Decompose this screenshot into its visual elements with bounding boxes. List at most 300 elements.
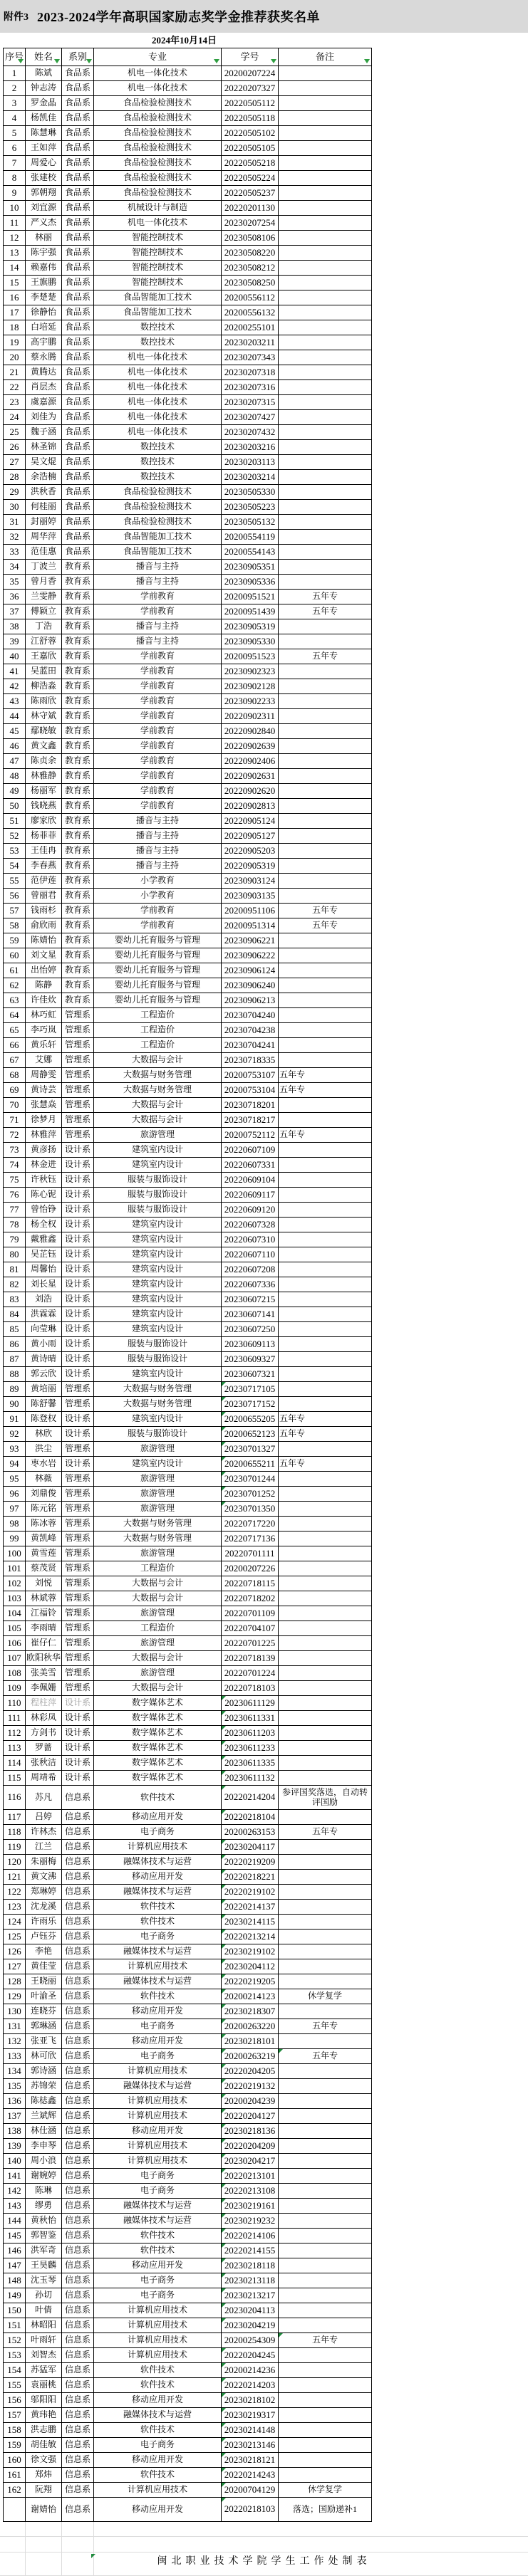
cell-name[interactable]: 钱晓燕 — [26, 799, 62, 814]
cell-no[interactable]: 90 — [4, 1397, 26, 1412]
cell-major[interactable]: 软件技术 — [94, 2363, 222, 2378]
cell-no[interactable]: 89 — [4, 1382, 26, 1397]
cell-rem[interactable] — [279, 1855, 372, 1870]
cell-no[interactable]: 119 — [4, 1840, 26, 1855]
cell-name[interactable]: 陈元铭 — [26, 1502, 62, 1517]
cell-name[interactable]: 陈心铌 — [26, 1188, 62, 1203]
cell-major[interactable]: 建筑室内设计 — [94, 1143, 222, 1158]
cell-rem[interactable] — [279, 963, 372, 978]
cell-major[interactable]: 计算机应用技术 — [94, 2154, 222, 2169]
cell-dept[interactable]: 管理系 — [62, 1008, 94, 1023]
cell-no[interactable]: 4 — [4, 111, 26, 126]
cell-dept[interactable]: 食品系 — [62, 126, 94, 141]
cell-no[interactable]: 52 — [4, 829, 26, 844]
cell-id[interactable]: 20220902840 — [222, 724, 279, 739]
cell-id[interactable]: 20220219102 — [222, 1885, 279, 1900]
cell-major[interactable]: 智能控制技术 — [94, 231, 222, 246]
cell-id[interactable]: 20230903135 — [222, 889, 279, 904]
cell-rem[interactable] — [279, 709, 372, 724]
cell-name[interactable]: 林雅静 — [26, 769, 62, 784]
cell-name[interactable]: 曾丽君 — [26, 889, 62, 904]
cell-name[interactable]: 林彩凤 — [26, 1711, 62, 1726]
cell-id[interactable]: 20220505237 — [222, 186, 279, 201]
cell-id[interactable]: 20230214115 — [222, 1915, 279, 1930]
cell-dept[interactable]: 教育系 — [62, 963, 94, 978]
cell-name[interactable]: 林巧虹 — [26, 1008, 62, 1023]
cell-id[interactable]: 20230905319 — [222, 619, 279, 634]
cell-id[interactable]: 20230203216 — [222, 440, 279, 455]
cell-id[interactable]: 20230701350 — [222, 1502, 279, 1517]
cell-name[interactable]: 沈玉琴 — [26, 2273, 62, 2288]
cell-name[interactable]: 缪勇 — [26, 2199, 62, 2214]
cell-no[interactable]: 16 — [4, 290, 26, 305]
cell-major[interactable]: 建筑室内设计 — [94, 1218, 222, 1232]
cell-id[interactable]: 20230505132 — [222, 515, 279, 530]
cell-name[interactable]: 周爱心 — [26, 156, 62, 171]
cell-rem[interactable] — [279, 515, 372, 530]
cell-name[interactable]: 艾娜 — [26, 1053, 62, 1068]
cell-no[interactable]: 127 — [4, 1959, 26, 1974]
cell-name[interactable]: 林丽 — [26, 231, 62, 246]
cell-name[interactable]: 陈登权 — [26, 1412, 62, 1427]
cell-name[interactable]: 叶雨轩 — [26, 2333, 62, 2348]
cell-no[interactable]: 159 — [4, 2438, 26, 2453]
cell-rem[interactable] — [279, 365, 372, 380]
cell-major[interactable]: 大数据与财务管理 — [94, 1068, 222, 1083]
cell-id[interactable]: 20220213214 — [222, 1930, 279, 1944]
cell-name[interactable]: 叶渝圣 — [26, 1989, 62, 2004]
cell-no[interactable]: 1 — [4, 66, 26, 81]
cell-name[interactable]: 苏锦荣 — [26, 2079, 62, 2094]
cell-rem[interactable] — [279, 1651, 372, 1666]
cell-dept[interactable]: 食品系 — [62, 395, 94, 410]
cell-no[interactable]: 126 — [4, 1944, 26, 1959]
filter-dropdown-icon[interactable] — [271, 59, 276, 63]
cell-major[interactable]: 学前教育 — [94, 754, 222, 769]
cell-name[interactable]: 曾怡铮 — [26, 1203, 62, 1218]
filter-dropdown-icon[interactable] — [54, 59, 60, 63]
cell-rem[interactable] — [279, 231, 372, 246]
cell-id[interactable]: 20220214203 — [222, 2378, 279, 2393]
cell-dept[interactable]: 信息系 — [62, 2124, 94, 2139]
cell-name[interactable]: 郑琳婷 — [26, 1885, 62, 1900]
cell-rem[interactable] — [279, 724, 372, 739]
cell-name[interactable]: 傅颖立 — [26, 604, 62, 619]
cell-name[interactable]: 封丽婷 — [26, 515, 62, 530]
cell-major[interactable]: 移动应用开发 — [94, 1870, 222, 1885]
cell-rem[interactable] — [279, 261, 372, 276]
cell-id[interactable]: 20220213101 — [222, 2169, 279, 2184]
cell-id[interactable]: 20220214155 — [222, 2243, 279, 2258]
cell-id[interactable]: 20220204205 — [222, 2064, 279, 2079]
cell-major[interactable]: 播音与主持 — [94, 829, 222, 844]
cell-major[interactable]: 学前教育 — [94, 739, 222, 754]
cell-id[interactable]: 20220218221 — [222, 1870, 279, 1885]
cell-dept[interactable]: 管理系 — [62, 1487, 94, 1502]
cell-dept[interactable]: 设计系 — [62, 1756, 94, 1771]
cell-rem[interactable] — [279, 1621, 372, 1636]
cell-major[interactable]: 计算机应用技术 — [94, 2348, 222, 2363]
cell-name[interactable]: 阮翔 — [26, 2483, 62, 2498]
cell-rem[interactable] — [279, 2169, 372, 2184]
cell-id[interactable]: 20230905351 — [222, 560, 279, 575]
cell-no[interactable]: 53 — [4, 844, 26, 859]
cell-name[interactable]: 兰斌辉 — [26, 2109, 62, 2124]
cell-major[interactable]: 计算机应用技术 — [94, 2094, 222, 2109]
cell-dept[interactable]: 食品系 — [62, 470, 94, 485]
cell-rem[interactable] — [279, 2124, 372, 2139]
cell-major[interactable]: 食品智能加工技术 — [94, 530, 222, 545]
cell-major[interactable]: 移动应用开发 — [94, 2393, 222, 2408]
cell-major[interactable]: 婴幼儿托育服务与管理 — [94, 948, 222, 963]
cell-major[interactable]: 机电一体化技术 — [94, 425, 222, 440]
cell-rem[interactable] — [279, 141, 372, 156]
cell-major[interactable]: 婴幼儿托育服务与管理 — [94, 963, 222, 978]
cell-no[interactable]: 116 — [4, 1786, 26, 1810]
cell-rem[interactable] — [279, 2034, 372, 2049]
cell-rem[interactable] — [279, 2393, 372, 2408]
cell-id[interactable]: 20230218118 — [222, 2258, 279, 2273]
cell-major[interactable]: 食品检验检测技术 — [94, 141, 222, 156]
cell-rem[interactable] — [279, 216, 372, 231]
cell-major[interactable]: 电子商务 — [94, 2288, 222, 2303]
cell-major[interactable]: 学前教育 — [94, 694, 222, 709]
cell-major[interactable]: 食品检验检测技术 — [94, 111, 222, 126]
cell-name[interactable]: 周馨怡 — [26, 1262, 62, 1277]
cell-dept[interactable]: 教育系 — [62, 634, 94, 649]
cell-no[interactable]: 118 — [4, 1825, 26, 1840]
cell-name[interactable]: 黄腾达 — [26, 365, 62, 380]
cell-rem[interactable] — [279, 2214, 372, 2229]
cell-dept[interactable]: 信息系 — [62, 2004, 94, 2019]
cell-no[interactable]: 48 — [4, 769, 26, 784]
cell-major[interactable]: 建筑室内设计 — [94, 1307, 222, 1322]
cell-name[interactable]: 李春燕 — [26, 859, 62, 874]
cell-dept[interactable]: 食品系 — [62, 171, 94, 186]
cell-major[interactable]: 大数据与会计 — [94, 1651, 222, 1666]
cell-no[interactable]: 25 — [4, 425, 26, 440]
cell-dept[interactable]: 信息系 — [62, 2094, 94, 2109]
cell-id[interactable]: 20220902620 — [222, 784, 279, 799]
cell-major[interactable]: 大数据与财务管理 — [94, 1532, 222, 1546]
cell-rem[interactable] — [279, 1681, 372, 1696]
cell-id[interactable]: 20230701327 — [222, 1442, 279, 1457]
cell-no[interactable]: 74 — [4, 1158, 26, 1173]
cell-id[interactable]: 20200263153 — [222, 1825, 279, 1840]
cell-dept[interactable]: 管理系 — [62, 1023, 94, 1038]
cell-no[interactable]: 149 — [4, 2288, 26, 2303]
cell-rem[interactable] — [279, 1008, 372, 1023]
cell-dept[interactable]: 教育系 — [62, 874, 94, 889]
cell-no[interactable]: 93 — [4, 1442, 26, 1457]
cell-rem[interactable] — [279, 246, 372, 261]
cell-id[interactable]: 20230203211 — [222, 335, 279, 350]
cell-rem[interactable] — [279, 1532, 372, 1546]
cell-major[interactable]: 学前教育 — [94, 784, 222, 799]
cell-name[interactable]: 郭云欣 — [26, 1367, 62, 1382]
cell-id[interactable]: 20230607250 — [222, 1322, 279, 1337]
filter-dropdown-icon[interactable] — [18, 59, 24, 63]
cell-no[interactable]: 123 — [4, 1900, 26, 1915]
cell-dept[interactable]: 食品系 — [62, 320, 94, 335]
cell-dept[interactable]: 信息系 — [62, 2483, 94, 2498]
cell-id[interactable]: 20220214106 — [222, 2229, 279, 2243]
cell-name[interactable]: 李艳 — [26, 1944, 62, 1959]
cell-name[interactable]: 丁浩 — [26, 619, 62, 634]
cell-major[interactable]: 计算机应用技术 — [94, 2139, 222, 2154]
cell-rem[interactable] — [279, 276, 372, 290]
cell-no[interactable]: 51 — [4, 814, 26, 829]
cell-no[interactable]: 29 — [4, 485, 26, 500]
cell-major[interactable]: 大数据与会计 — [94, 1681, 222, 1696]
cell-no[interactable]: 122 — [4, 1885, 26, 1900]
cell-no[interactable]: 92 — [4, 1427, 26, 1442]
cell-id[interactable]: 20220213108 — [222, 2184, 279, 2199]
cell-major[interactable]: 大数据与会计 — [94, 1098, 222, 1113]
cell-major[interactable]: 服装与服饰设计 — [94, 1337, 222, 1352]
cell-id[interactable]: 20230718217 — [222, 1113, 279, 1128]
cell-name[interactable]: 陈贞余 — [26, 754, 62, 769]
cell-name[interactable]: 林斌蓉 — [26, 1591, 62, 1606]
cell-dept[interactable]: 食品系 — [62, 111, 94, 126]
cell-name[interactable]: 柳浩淼 — [26, 679, 62, 694]
cell-dept[interactable]: 设计系 — [62, 1771, 94, 1786]
cell-major[interactable]: 服装与服饰设计 — [94, 1173, 222, 1188]
cell-no[interactable]: 114 — [4, 1756, 26, 1771]
cell-major[interactable]: 学前教育 — [94, 769, 222, 784]
cell-id[interactable]: 20220214243 — [222, 2468, 279, 2483]
cell-major[interactable]: 学前教育 — [94, 679, 222, 694]
cell-rem[interactable] — [279, 1900, 372, 1915]
cell-id[interactable]: 20220607110 — [222, 1247, 279, 1262]
cell-rem[interactable] — [279, 1322, 372, 1337]
cell-no[interactable]: 144 — [4, 2214, 26, 2229]
cell-id[interactable]: 20200263220 — [222, 2019, 279, 2034]
cell-id[interactable]: 20230611129 — [222, 1696, 279, 1711]
cell-dept[interactable]: 信息系 — [62, 2333, 94, 2348]
cell-dept[interactable]: 教育系 — [62, 844, 94, 859]
cell-no[interactable]: 156 — [4, 2393, 26, 2408]
cell-no[interactable]: 22 — [4, 380, 26, 395]
cell-no[interactable]: 101 — [4, 1561, 26, 1576]
cell-dept[interactable]: 信息系 — [62, 2064, 94, 2079]
cell-major[interactable]: 数控技术 — [94, 320, 222, 335]
cell-id[interactable]: 20220905124 — [222, 814, 279, 829]
cell-name[interactable]: 陈雨欣 — [26, 694, 62, 709]
cell-rem[interactable] — [279, 1158, 372, 1173]
cell-no[interactable]: 23 — [4, 395, 26, 410]
cell-major[interactable]: 数字媒体艺术 — [94, 1771, 222, 1786]
cell-major[interactable]: 软件技术 — [94, 2229, 222, 2243]
cell-no[interactable]: 153 — [4, 2348, 26, 2363]
cell-id[interactable]: 20220717136 — [222, 1532, 279, 1546]
cell-name[interactable]: 李申琴 — [26, 2139, 62, 2154]
cell-major[interactable]: 大数据与会计 — [94, 1576, 222, 1591]
cell-name[interactable]: 张美雪 — [26, 1666, 62, 1681]
cell-dept[interactable]: 食品系 — [62, 261, 94, 276]
cell-major[interactable]: 计算机应用技术 — [94, 2109, 222, 2124]
cell-id[interactable]: 20230219317 — [222, 2408, 279, 2423]
cell-rem[interactable] — [279, 81, 372, 96]
cell-dept[interactable]: 信息系 — [62, 2229, 94, 2243]
cell-rem[interactable] — [279, 1352, 372, 1367]
cell-major[interactable]: 大数据与财务管理 — [94, 1517, 222, 1532]
cell-name[interactable]: 范佳惠 — [26, 545, 62, 560]
cell-major[interactable]: 融媒体技术与运营 — [94, 2079, 222, 2094]
cell-id[interactable]: 20200655211 — [222, 1457, 279, 1472]
cell-no[interactable]: 129 — [4, 1989, 26, 2004]
cell-dept[interactable]: 食品系 — [62, 246, 94, 261]
cell-major[interactable]: 移动应用开发 — [94, 2004, 222, 2019]
cell-no[interactable]: 2 — [4, 81, 26, 96]
cell-dept[interactable]: 设计系 — [62, 1203, 94, 1218]
cell-name[interactable]: 郭诗涵 — [26, 2064, 62, 2079]
cell-name[interactable]: 黄秋怡 — [26, 2214, 62, 2229]
cell-dept[interactable]: 信息系 — [62, 2049, 94, 2064]
cell-id[interactable]: 20230207315 — [222, 395, 279, 410]
cell-id[interactable]: 20200704129 — [222, 2483, 279, 2498]
cell-rem[interactable] — [279, 2004, 372, 2019]
cell-rem[interactable] — [279, 1487, 372, 1502]
cell-rem[interactable]: 五年专 — [279, 1825, 372, 1840]
cell-name[interactable]: 陈宇强 — [26, 246, 62, 261]
cell-name[interactable]: 黄雪莲 — [26, 1546, 62, 1561]
cell-name[interactable]: 周静雯 — [26, 1068, 62, 1083]
cell-dept[interactable]: 管理系 — [62, 1083, 94, 1098]
cell-id[interactable]: 20220204209 — [222, 2139, 279, 2154]
cell-no[interactable]: 14 — [4, 261, 26, 276]
cell-name[interactable]: 林可欣 — [26, 2049, 62, 2064]
cell-rem[interactable] — [279, 754, 372, 769]
cell-name[interactable]: 黄文鑫 — [26, 739, 62, 754]
cell-major[interactable]: 食品检验检测技术 — [94, 500, 222, 515]
cell-no[interactable]: 27 — [4, 455, 26, 470]
cell-major[interactable]: 建筑室内设计 — [94, 1232, 222, 1247]
cell-id[interactable]: 20200204239 — [222, 2094, 279, 2109]
cell-major[interactable]: 软件技术 — [94, 2468, 222, 2483]
cell-major[interactable]: 建筑室内设计 — [94, 1412, 222, 1427]
cell-name[interactable]: 连晓芬 — [26, 2004, 62, 2019]
cell-rem[interactable] — [279, 530, 372, 545]
cell-no[interactable]: 69 — [4, 1083, 26, 1098]
cell-name[interactable]: 郑炜 — [26, 2468, 62, 2483]
cell-no[interactable]: 43 — [4, 694, 26, 709]
cell-no[interactable]: 75 — [4, 1173, 26, 1188]
cell-name[interactable]: 洪秋香 — [26, 485, 62, 500]
cell-rem[interactable]: 五年专 — [279, 904, 372, 918]
cell-major[interactable]: 旅游管理 — [94, 1606, 222, 1621]
cell-rem[interactable] — [279, 1472, 372, 1487]
cell-no[interactable]: 151 — [4, 2318, 26, 2333]
cell-dept[interactable]: 信息系 — [62, 1944, 94, 1959]
cell-dept[interactable]: 设计系 — [62, 1337, 94, 1352]
cell-name[interactable]: 张秋洁 — [26, 1756, 62, 1771]
cell-id[interactable]: 20230902233 — [222, 694, 279, 709]
cell-no[interactable]: 111 — [4, 1711, 26, 1726]
cell-major[interactable]: 婴幼儿托育服务与管理 — [94, 978, 222, 993]
cell-dept[interactable]: 教育系 — [62, 694, 94, 709]
cell-id[interactable]: 20230204117 — [222, 1840, 279, 1855]
cell-rem[interactable]: 休学复学 — [279, 2483, 372, 2498]
cell-rem[interactable] — [279, 425, 372, 440]
cell-major[interactable]: 移动应用开发 — [94, 1810, 222, 1825]
cell-no[interactable]: 60 — [4, 948, 26, 963]
cell-name[interactable]: 谢婧怡 — [26, 2498, 62, 2522]
cell-rem[interactable] — [279, 2199, 372, 2214]
cell-id[interactable]: 20230704241 — [222, 1038, 279, 1053]
cell-id[interactable]: 20200951439 — [222, 604, 279, 619]
cell-dept[interactable]: 信息系 — [62, 2243, 94, 2258]
cell-dept[interactable]: 食品系 — [62, 380, 94, 395]
cell-id[interactable]: 20230717152 — [222, 1397, 279, 1412]
cell-name[interactable]: 周靖希 — [26, 1771, 62, 1786]
cell-rem[interactable] — [279, 1974, 372, 1989]
cell-no[interactable]: 37 — [4, 604, 26, 619]
cell-rem[interactable] — [279, 1247, 372, 1262]
filter-dropdown-icon[interactable] — [214, 59, 219, 63]
cell-id[interactable]: 20220607336 — [222, 1277, 279, 1292]
cell-dept[interactable]: 信息系 — [62, 1825, 94, 1840]
cell-no[interactable]: 138 — [4, 2124, 26, 2139]
cell-no[interactable]: 15 — [4, 276, 26, 290]
cell-dept[interactable]: 食品系 — [62, 500, 94, 515]
cell-major[interactable]: 机电一体化技术 — [94, 81, 222, 96]
cell-dept[interactable]: 食品系 — [62, 141, 94, 156]
cell-no[interactable]: 152 — [4, 2333, 26, 2348]
cell-rem[interactable] — [279, 1741, 372, 1756]
cell-id[interactable]: 20220219209 — [222, 1855, 279, 1870]
cell-major[interactable]: 旅游管理 — [94, 1636, 222, 1651]
cell-no[interactable]: 83 — [4, 1292, 26, 1307]
cell-id[interactable]: 20230204219 — [222, 2318, 279, 2333]
cell-dept[interactable]: 教育系 — [62, 918, 94, 933]
cell-name[interactable]: 陈梽鑫 — [26, 2094, 62, 2109]
cell-dept[interactable]: 食品系 — [62, 545, 94, 560]
cell-major[interactable]: 数控技术 — [94, 440, 222, 455]
cell-id[interactable]: 20230219232 — [222, 2214, 279, 2229]
cell-rem[interactable] — [279, 1930, 372, 1944]
cell-major[interactable]: 电子商务 — [94, 2049, 222, 2064]
cell-no[interactable]: 124 — [4, 1915, 26, 1930]
cell-no[interactable]: 86 — [4, 1337, 26, 1352]
cell-rem[interactable] — [279, 1696, 372, 1711]
cell-major[interactable]: 建筑室内设计 — [94, 1457, 222, 1472]
cell-name[interactable]: 欧阳秋华 — [26, 1651, 62, 1666]
cell-no[interactable]: 24 — [4, 410, 26, 425]
cell-major[interactable]: 服装与服饰设计 — [94, 1352, 222, 1367]
cell-rem[interactable] — [279, 933, 372, 948]
cell-dept[interactable]: 信息系 — [62, 2318, 94, 2333]
cell-no[interactable]: 88 — [4, 1367, 26, 1382]
cell-no[interactable]: 103 — [4, 1591, 26, 1606]
cell-major[interactable]: 播音与主持 — [94, 634, 222, 649]
cell-id[interactable]: 20220718139 — [222, 1651, 279, 1666]
cell-no[interactable]: 140 — [4, 2154, 26, 2169]
cell-id[interactable]: 20220219132 — [222, 2079, 279, 2094]
cell-rem[interactable] — [279, 1561, 372, 1576]
cell-dept[interactable]: 信息系 — [62, 2363, 94, 2378]
cell-no[interactable]: 13 — [4, 246, 26, 261]
cell-major[interactable]: 食品智能加工技术 — [94, 545, 222, 560]
cell-major[interactable]: 旅游管理 — [94, 1502, 222, 1517]
cell-no[interactable]: 161 — [4, 2468, 26, 2483]
cell-major[interactable]: 播音与主持 — [94, 575, 222, 590]
cell-dept[interactable]: 设计系 — [62, 1352, 94, 1367]
cell-rem[interactable] — [279, 2258, 372, 2273]
cell-name[interactable]: 刘智杰 — [26, 2348, 62, 2363]
cell-major[interactable]: 服装与服饰设计 — [94, 1203, 222, 1218]
cell-rem[interactable] — [279, 2064, 372, 2079]
